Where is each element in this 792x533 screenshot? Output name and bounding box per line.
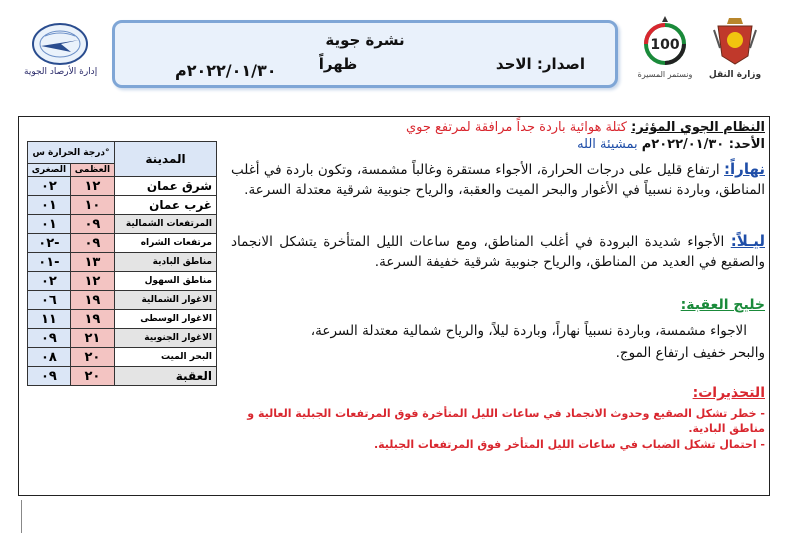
max-temp: ١٩ bbox=[70, 291, 114, 310]
city-header: المدينة bbox=[115, 142, 217, 177]
ministry-crest bbox=[702, 16, 768, 82]
temperature-header: درجة الحرارة س° bbox=[28, 142, 115, 164]
max-temp: ١٣ bbox=[70, 253, 114, 272]
centenary-caption: ونستمر المسيرة bbox=[637, 70, 693, 79]
table-row bbox=[28, 177, 217, 196]
daytime-text: ارتفاع قليل على درجات الحرارة، الأجواء مستقرة وغالباً مشمسة، وتكون باردة في أغلب المناطق، وباردة نسبياً في الأغوار والبحر الميت والعقبة، والرياح جنوبية شرقية معتدلة السرعة. bbox=[231, 162, 765, 198]
synoptic-line bbox=[231, 120, 765, 135]
table-row bbox=[28, 215, 217, 234]
crest-caption: وزارة النقل bbox=[708, 70, 762, 80]
bulletin-header bbox=[112, 20, 618, 88]
city-name: غرب عمان bbox=[115, 196, 217, 215]
table-row bbox=[28, 196, 217, 215]
temperature-table bbox=[27, 141, 217, 386]
night-label: ليـلاً: bbox=[730, 232, 765, 250]
day-date: الأحد: ٢٠٢٢/٠١/٣٠م bbox=[641, 137, 765, 152]
warning-item: - احتمال تشكل الضباب في ساعات الليل المتأخر فوق المرتفعات الجبلية. bbox=[373, 438, 765, 451]
max-header: العظمى bbox=[70, 164, 114, 177]
synoptic-label: النظام الجوي المؤثر: bbox=[631, 120, 765, 135]
gulf-heading bbox=[231, 297, 765, 313]
daytime-label: نهاراً: bbox=[724, 160, 765, 178]
table-row bbox=[28, 367, 217, 386]
gulf-line1: الاجواء مشمسة، وباردة نسبياً نهاراً، وباردة ليلاً، والرياح شمالية معتدلة السرعة، bbox=[310, 323, 747, 339]
max-temp: ١٩ bbox=[70, 310, 114, 329]
night-forecast bbox=[231, 231, 765, 272]
max-temp: ٠٩ bbox=[70, 234, 114, 253]
table-row bbox=[28, 348, 217, 367]
day-line bbox=[231, 137, 765, 152]
city-name: الاغوار الشمالية bbox=[115, 291, 217, 310]
min-temp: ١١ bbox=[28, 310, 71, 329]
table-row bbox=[28, 253, 217, 272]
max-temp: ١٢ bbox=[70, 272, 114, 291]
god-willing: بمشيئة الله bbox=[577, 137, 638, 152]
daytime-forecast bbox=[231, 159, 765, 200]
min-temp: ٠٩ bbox=[28, 329, 71, 348]
centenary-emblem-icon bbox=[640, 14, 690, 66]
centenary-logo bbox=[636, 14, 694, 82]
city-name: المرتفعات الشمالية bbox=[115, 215, 217, 234]
synoptic-value: كتلة هوائية باردة جداً مرافقة لمرتفع جوي bbox=[405, 120, 627, 135]
issue-day: اصدار: الاحد bbox=[495, 55, 585, 73]
min-temp: ٠١ bbox=[28, 215, 71, 234]
issue-time: ظهراً bbox=[318, 55, 358, 73]
city-name: الاغوار الجنوبية bbox=[115, 329, 217, 348]
city-name: شرق عمان bbox=[115, 177, 217, 196]
min-temp: ٠٦ bbox=[28, 291, 71, 310]
max-temp: ٢٠ bbox=[70, 348, 114, 367]
coat-of-arms-icon bbox=[712, 16, 758, 66]
min-temp: ٠٨ bbox=[28, 348, 71, 367]
min-temp: ٠٢ bbox=[28, 272, 71, 291]
centenary-number: 100 bbox=[650, 37, 680, 53]
city-name: العقبة bbox=[115, 367, 217, 386]
city-name: مناطق البادية bbox=[115, 253, 217, 272]
table-row bbox=[28, 329, 217, 348]
table-row bbox=[28, 310, 217, 329]
gulf-line2: والبحر خفيف ارتفاع الموج. bbox=[615, 345, 765, 361]
min-temp: ٠١ bbox=[28, 196, 71, 215]
night-text: الأجواء شديدة البرودة في أغلب المناطق، ومع ساعات الليل المتأخرة يتشكل الانجماد والصقيع في العديد من المناطق، والرياح جنوبية شرقية خفيفة السرعة. bbox=[231, 234, 765, 270]
forecast-text bbox=[229, 117, 765, 495]
globe-plane-icon bbox=[31, 22, 89, 66]
city-name: مناطق السهول bbox=[115, 272, 217, 291]
min-temp: ٠١- bbox=[28, 253, 71, 272]
meteorology-logo bbox=[24, 22, 96, 80]
city-name: مرتفعات الشراه bbox=[115, 234, 217, 253]
page-edge-divider bbox=[0, 500, 22, 533]
issue-date: ٢٠٢٢/٠١/٣٠م bbox=[175, 61, 277, 80]
city-name: البحر الميت bbox=[115, 348, 217, 367]
warnings-heading bbox=[231, 385, 765, 401]
min-temp: ٠٢ bbox=[28, 177, 71, 196]
table-row bbox=[28, 234, 217, 253]
city-name: الاغوار الوسطى bbox=[115, 310, 217, 329]
warning-item: - خطر تشكل الصقيع وحدوث الانجماد في ساعات الليل المتأخرة فوق المرتفعات الجبلية العالية و مناطق البادية. bbox=[247, 407, 765, 435]
max-temp: ١٢ bbox=[70, 177, 114, 196]
bulletin-body bbox=[18, 116, 770, 496]
bulletin-title: نشرة جوية bbox=[325, 31, 405, 49]
table-row bbox=[28, 272, 217, 291]
max-temp: ٠٩ bbox=[70, 215, 114, 234]
max-temp: ١٠ bbox=[70, 196, 114, 215]
warnings-title: التحذيرات: bbox=[692, 385, 765, 401]
max-temp: ٢١ bbox=[70, 329, 114, 348]
left-logo-caption: إدارة الأرصاد الجوية bbox=[24, 67, 98, 77]
max-temp: ٢٠ bbox=[70, 367, 114, 386]
table-row bbox=[28, 291, 217, 310]
min-header: الصغرى bbox=[28, 164, 71, 177]
min-temp: ٠٩ bbox=[28, 367, 71, 386]
gulf-title: خليج العقبة: bbox=[680, 297, 765, 313]
min-temp: ٠٢- bbox=[28, 234, 71, 253]
